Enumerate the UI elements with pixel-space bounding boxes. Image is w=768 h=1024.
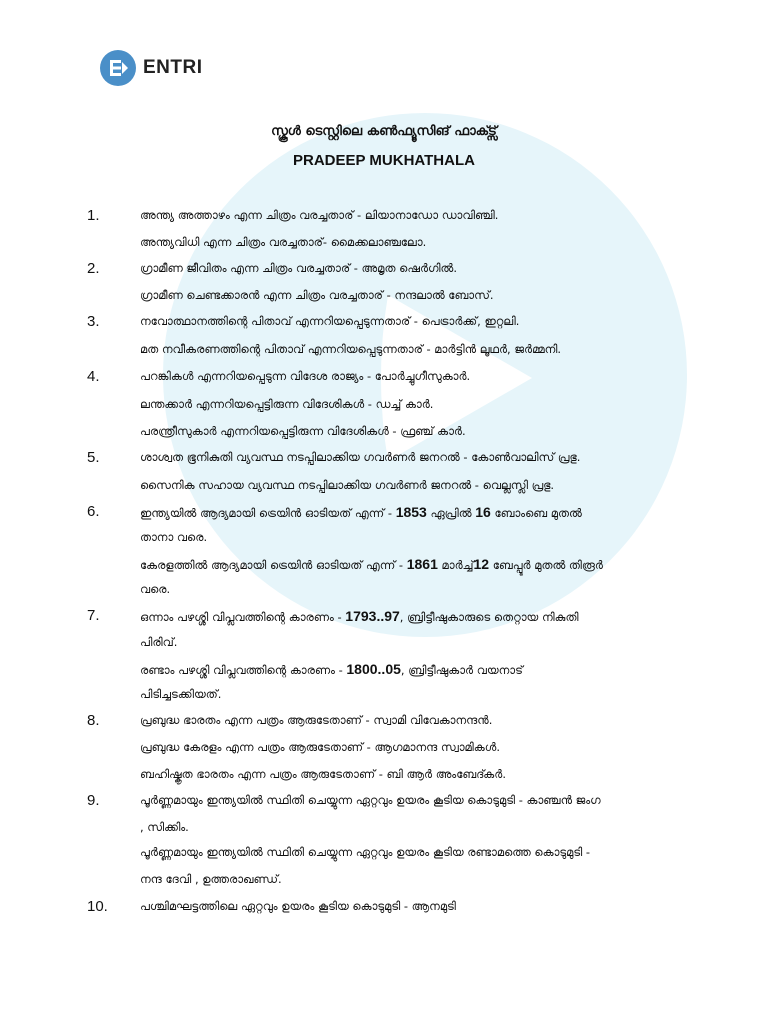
fact-line: ഗ്രാമീണ ചെണ്ടക്കാരൻ എന്ന ചിത്രം വരച്ചതാര് - നന്ദലാൽ ബോസ്. xyxy=(140,288,494,302)
fact-line: താനാ വരെ. xyxy=(140,530,208,544)
fact-line: അന്ത്യ അത്താഴം എന്ന ചിത്രം വരച്ചതാര് - ലിയാനാഡോ ഡാവിഞ്ചി. xyxy=(140,208,499,222)
item-number: 1. xyxy=(87,207,100,224)
fact-line: പൂർണ്ണമായും ഇന്ത്യയിൽ സ്ഥിതി ചെയ്യുന്ന ഏറ്റവും ഉയരം കൂടിയ കൊടുമുടി - കാഞ്ചൻ ജംഗ xyxy=(140,793,601,807)
fact-line: കേരളത്തിൽ ആദ്യമായി ട്രെയിൻ ഓടിയത് എന്ന് - 1861 മാർച്ച്12 ബേപ്പൂർ മുതൽ തിരൂർ xyxy=(140,556,603,572)
fact-line: ശാശ്വത ഭൂനികുതി വ്യവസ്ഥ നടപ്പിലാക്കിയ ഗവർണർ ജനറൽ - കോൺവാലിസ് പ്രഭു. xyxy=(140,450,581,464)
fact-line: പറങ്കികൾ എന്നറിയപ്പെടുന്ന വിദേശ രാജ്യം - പോർച്ചുഗീസുകാർ. xyxy=(140,369,471,383)
fact-line: രണ്ടാം പഴശ്ശി വിപ്ലവത്തിന്റെ കാരണം - 1800..05, ബ്രിട്ടീഷുകാർ വയനാട് xyxy=(140,661,523,677)
fact-line: പിരിവ്. xyxy=(140,635,178,649)
item-number: 5. xyxy=(87,449,100,466)
fact-line: നവോത്ഥാനത്തിന്റെ പിതാവ് എന്നറിയപ്പെടുന്നതാര് - പെട്രാർക്ക്, ഇറ്റലി. xyxy=(140,314,520,328)
fact-line: ബഹിഷ്കൃത ഭാരതം എന്ന പത്രം ആരുടേതാണ് - ബി ആർ അംബേദ്കർ. xyxy=(140,767,506,781)
item-number: 4. xyxy=(87,368,100,385)
item-number: 3. xyxy=(87,313,100,330)
fact-line: പ്രബുദ്ധ കേരളം എന്ന പത്രം ആരുടേതാണ് - ആഗമാനന്ദ സ്വാമികൾ. xyxy=(140,740,500,754)
fact-line: പ്രബുദ്ധ ഭാരതം എന്ന പത്രം ആരുടേതാണ് - സ്വാമി വിവേകാനന്ദൻ. xyxy=(140,713,493,727)
fact-line: പരന്ത്രീസുകാർ എന്നറിയപ്പെട്ടിരുന്ന വിദേശികൾ - ഫ്രഞ്ച് കാർ. xyxy=(140,424,466,438)
fact-line: ലന്തക്കാർ എന്നറിയപ്പെട്ടിരുന്ന വിദേശികൾ - ഡച്ച് കാർ. xyxy=(140,397,434,411)
fact-line: വരെ. xyxy=(140,582,171,596)
item-number: 10. xyxy=(87,898,108,915)
item-number: 8. xyxy=(87,712,100,729)
item-number: 7. xyxy=(87,607,100,624)
fact-line: ഒന്നാം പഴശ്ശി വിപ്ലവത്തിന്റെ കാരണം - 1793..97, ബ്രിട്ടീഷുകാരുടെ തെറ്റായ നികുതി xyxy=(140,608,579,624)
fact-line: മത നവീകരണത്തിന്റെ പിതാവ് എന്നറിയപ്പെടുന്നതാര് - മാർട്ടിൻ ലൂഥർ, ജർമ്മനി. xyxy=(140,342,562,356)
author-name: PRADEEP MUKHATHALA xyxy=(293,152,475,169)
fact-line: ഇന്ത്യയിൽ ആദ്യമായി ട്രെയിൻ ഓടിയത് എന്ന് - 1853 ഏപ്രിൽ 16 ബോംബെ മുതൽ xyxy=(140,504,582,520)
fact-line: സൈനിക സഹായ വ്യവസ്ഥ നടപ്പിലാക്കിയ ഗവർണർ ജനറൽ - വെല്ലസ്ലി പ്രഭു. xyxy=(140,478,555,492)
item-number: 2. xyxy=(87,260,100,277)
page-title: സ്കൂൾ ടെസ്റ്റിലെ കൺഫ്യൂസിങ് ഫാക്ട്സ് xyxy=(271,124,497,139)
brand-name: ENTRI xyxy=(143,57,203,78)
fact-line: അന്ത്യവിധി എന്ന ചിത്രം വരച്ചതാര്- മൈക്കലാഞ്ചലോ. xyxy=(140,235,427,249)
fact-line: പൂർണ്ണമായും ഇന്ത്യയിൽ സ്ഥിതി ചെയ്യുന്ന ഏറ്റവും ഉയരം കൂടിയ രണ്ടാമത്തെ കൊടുമുടി - xyxy=(140,845,591,859)
fact-line: നന്ദ ദേവി , ഉത്തരാഖണ്ഡ്. xyxy=(140,872,282,886)
item-number: 6. xyxy=(87,503,100,520)
fact-line: ഗ്രാമീണ ജീവിതം എന്ന ചിത്രം വരച്ചതാര് - അമൃത ഷെർഗിൽ. xyxy=(140,261,457,275)
fact-line: പിടിച്ചടക്കിയത്. xyxy=(140,687,222,701)
item-number: 9. xyxy=(87,792,100,809)
fact-line: പശ്ചിമഘട്ടത്തിലെ ഏറ്റവും ഉയരം കൂടിയ കൊടുമുടി - ആനമുടി xyxy=(140,899,456,913)
fact-line: , സിക്കിം. xyxy=(140,820,189,834)
